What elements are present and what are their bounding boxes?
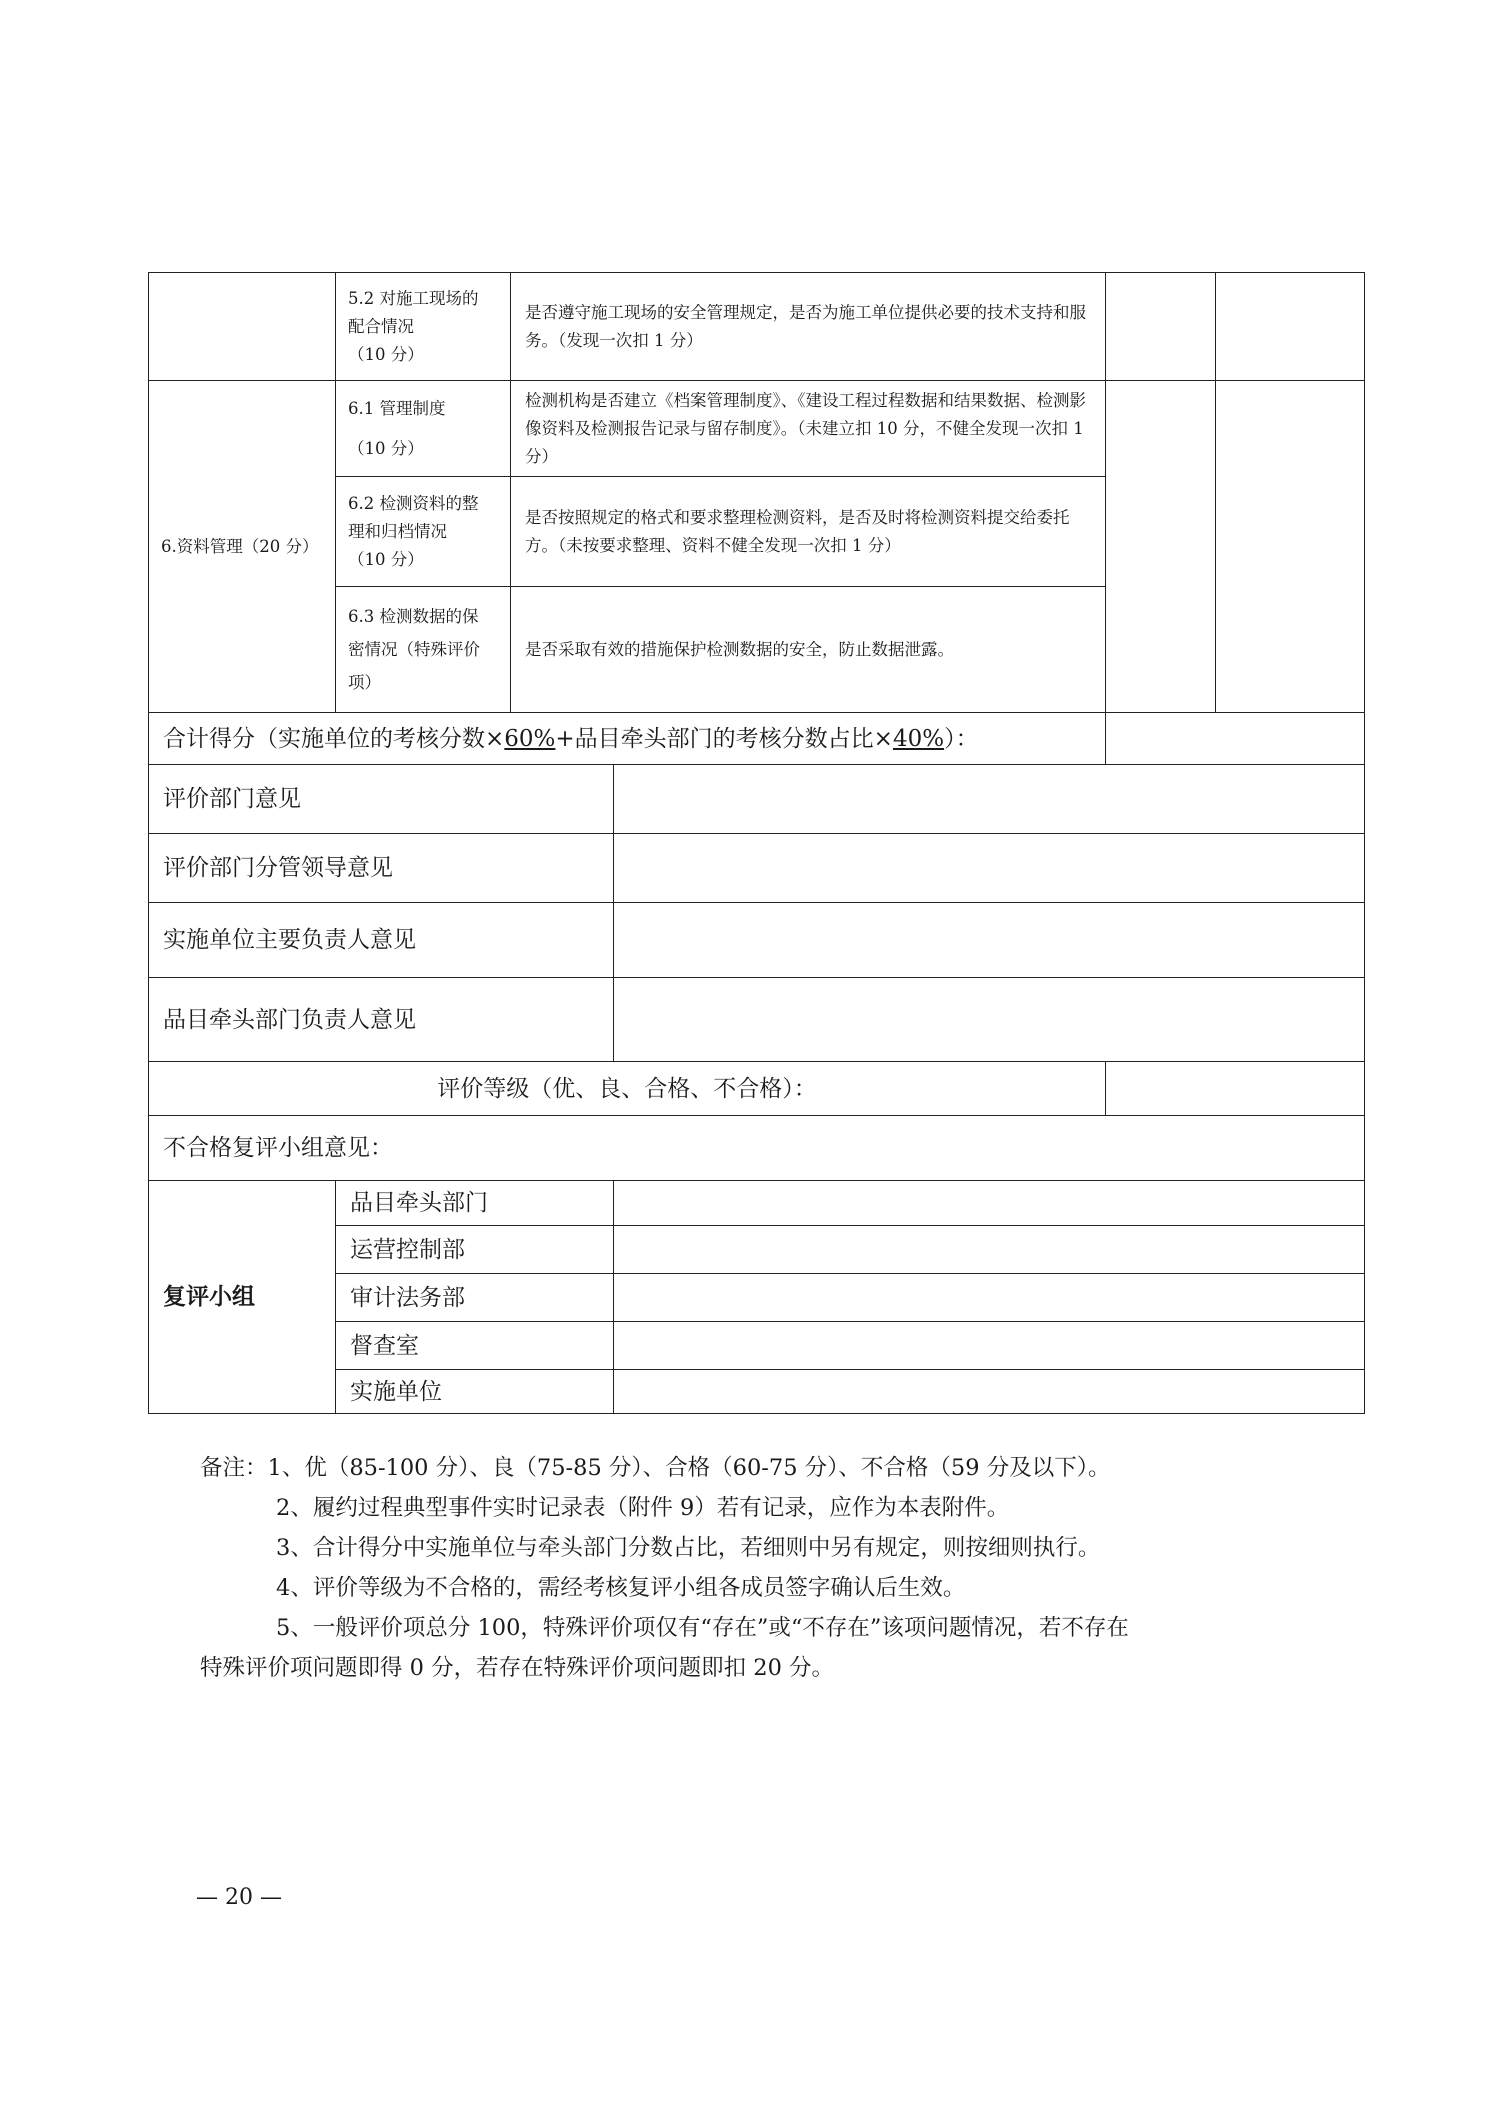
signature-field[interactable] [614, 1226, 1365, 1274]
score-cell [1106, 273, 1216, 381]
criteria-cell: 是否按照规定的格式和要求整理检测资料，是否及时将检测资料提交给委托方。（未按要求整理、资料不健全发现一次扣 1 分） [511, 477, 1106, 587]
total-score-label: 合计得分（实施单位的考核分数×60%+品目牵头部门的考核分数占比×40%）： [149, 713, 1106, 765]
opinion-label: 评价部门意见 [149, 765, 614, 834]
evaluation-table-bottom [148, 712, 1365, 1414]
item-cell: 6.1 管理制度 （10 分） [336, 381, 511, 477]
grade-value[interactable] [1106, 1062, 1365, 1116]
opinion-row [149, 978, 1365, 1062]
item-cell: 6.2 检测资料的整 理和归档情况 （10 分） [336, 477, 511, 587]
note-line: 3、合计得分中实施单位与牵头部门分数占比，若细则中另有规定，则按细则执行。 [276, 1535, 1101, 1561]
criteria-cell: 是否遵守施工现场的安全管理规定，是否为施工单位提供必要的技术支持和服务。（发现一次扣 1 分） [511, 273, 1106, 381]
item-cell: 6.3 检测数据的保 密情况（特殊评价 项） [336, 587, 511, 713]
note-line: 2、履约过程典型事件实时记录表（附件 9）若有记录，应作为本表附件。 [276, 1495, 1010, 1521]
category-cell [149, 273, 336, 381]
score-cell [1216, 381, 1365, 713]
review-member-label: 实施单位 [336, 1370, 614, 1414]
note-line: 特殊评价项问题即得 0 分，若存在特殊评价项问题即扣 20 分。 [200, 1655, 835, 1681]
opinion-row [149, 834, 1365, 903]
review-member-label: 品目牵头部门 [336, 1181, 614, 1226]
opinion-field[interactable] [614, 903, 1365, 978]
grade-label: 评价等级（优、良、合格、不合格）： [149, 1062, 1106, 1116]
table-row [149, 381, 1365, 477]
review-member-label: 审计法务部 [336, 1274, 614, 1322]
score-cell [1106, 381, 1216, 713]
score-cell [1216, 273, 1365, 381]
signature-field[interactable] [614, 1274, 1365, 1322]
note-line: 4、评价等级为不合格的，需经考核复评小组各成员签字确认后生效。 [276, 1575, 966, 1601]
notes-section [200, 1448, 1330, 1688]
signature-field[interactable] [614, 1322, 1365, 1370]
review-member-row [149, 1181, 1365, 1226]
opinion-row [149, 903, 1365, 978]
note-line: 备注：1、优（85-100 分）、良（75-85 分）、合格（60-75 分）、不合格（59 分及以下）。 [200, 1455, 1111, 1481]
review-member-label: 运营控制部 [336, 1226, 614, 1274]
opinion-row [149, 765, 1365, 834]
item-cell: 5.2 对施工现场的 配合情况 （10 分） [336, 273, 511, 381]
opinion-field[interactable] [614, 978, 1365, 1062]
category-cell: 6.资料管理（20 分） [149, 381, 336, 713]
signature-field[interactable] [614, 1370, 1365, 1414]
opinion-label: 评价部门分管领导意见 [149, 834, 614, 903]
opinion-label: 品目牵头部门负责人意见 [149, 978, 614, 1062]
note-line: 5、一般评价项总分 100，特殊评价项仅有“存在”或“不存在”该项问题情况，若不存在 [276, 1615, 1129, 1641]
signature-field[interactable] [614, 1181, 1365, 1226]
review-opinion-row [149, 1116, 1365, 1181]
opinion-label: 实施单位主要负责人意见 [149, 903, 614, 978]
total-score-row [149, 713, 1365, 765]
evaluation-table-top [148, 272, 1365, 713]
review-member-label: 督查室 [336, 1322, 614, 1370]
total-score-value [1106, 713, 1365, 765]
criteria-cell: 是否采取有效的措施保护检测数据的安全，防止数据泄露。 [511, 587, 1106, 713]
review-opinion-label: 不合格复评小组意见： [149, 1116, 1365, 1181]
page-number: — 20 — [196, 1885, 282, 1910]
table-row [149, 273, 1365, 381]
opinion-field[interactable] [614, 834, 1365, 903]
opinion-field[interactable] [614, 765, 1365, 834]
review-group-label: 复评小组 [149, 1181, 336, 1414]
grade-row [149, 1062, 1365, 1116]
criteria-cell: 检测机构是否建立《档案管理制度》、《建设工程过程数据和结果数据、检测影像资料及检测报告记录与留存制度》。（未建立扣 10 分，不健全发现一次扣 1 分） [511, 381, 1106, 477]
